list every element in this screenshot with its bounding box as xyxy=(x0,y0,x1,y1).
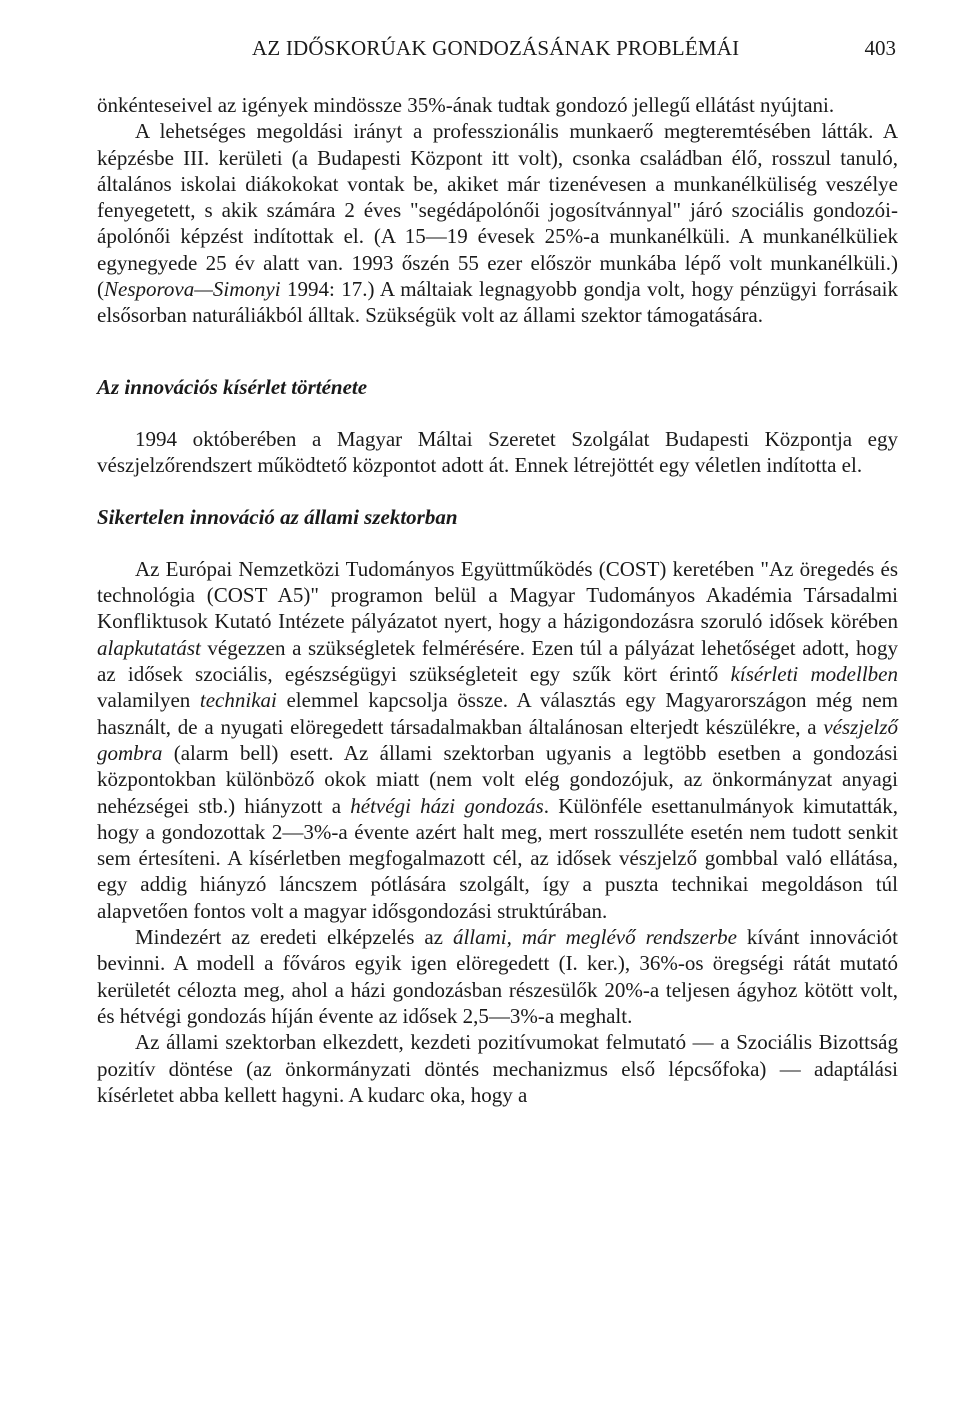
paragraph-state-text-a: Mindezért az eredeti elképzelés az xyxy=(135,925,453,950)
running-title: AZ IDŐSKORÚAK GONDOZÁSÁNAK PROBLÉMÁI xyxy=(252,36,740,60)
paragraph-training xyxy=(97,118,898,328)
emphasis-technical: technikai xyxy=(199,688,277,713)
emphasis-basic-research: alapkutatást xyxy=(97,635,201,660)
paragraph-cost-text-f: . Különféle esettanulmányok kimutatták, hogy a gondozottak 2—3%-a évente azért halt meg, mert rosszulléte esetén nem tudott senkit sem értesíteni. A kísérletben megfogalmazott cél, az idősek vészjelző gombbal való ellátása, egy addig hiányzó láncszem pótlására szolgált, így a puszta technikai megoldáson túl alapvetően fontos volt a magyar idősgondozási struktúrában. xyxy=(97,793,898,923)
running-header xyxy=(97,30,898,66)
paragraph-failure: Az állami szektorban elkezdett, kezdeti pozitívumokat felmutató — a Szociális Bizottság pozitív döntése (az önkormányzati döntés mechanizmus első lépcsőfoka) — adaptálási kísérletet abba kellett hagyni. A kudarc oka, hogy a xyxy=(97,1030,898,1107)
paragraph-state-system xyxy=(97,924,898,1029)
body-text xyxy=(97,92,898,1108)
emphasis-weekend-care: hétvégi házi gondozás xyxy=(350,793,544,818)
paragraph-cost-text-d: elemmel kapcsolja össze. A választás egy Magyarországon még nem használt, de a nyugati elöregedett társadalmakban általánosan elterjedt készülékre, a xyxy=(97,688,898,739)
paragraph-cost-text-b: végezzen a szükségletek felmérésére. Ezen túl a pályázat lehetőséget adott, hogy az idősek szociális, egészségügyi szükségleteit egy szűk kört érintő xyxy=(97,635,898,687)
paragraph-innovation-start: 1994 októberében a Magyar Máltai Szeretet Szolgálat Budapesti Központja egy vészjelzőrendszert működtető központot adott át. Ennek létrejöttét egy véletlen indította el. xyxy=(97,426,898,478)
paragraph-training-text-a: A lehetséges megoldási irányt a professzionális munkaerő megteremtésében látták. A képzésbe III. kerületi (a Budapesti Központ itt volt), csonka családban élő, rosszul tanuló, általános iskolai diákokokat vontak be, akiket már tizenévesen a munkanélküliség veszélye fenyegetett, s akik számára 2 éves "segédápolónői jogosítvánnyal" járó szociális gondozói-ápolónői képzést indítottak el. (A 15—19 évesek 25%-a munkanélküli. A munkanélküliek egynegyede 25 év alatt van. 1993 őszén 55 ezer először munkába lépő volt munkanélküli.) ( xyxy=(97,119,898,302)
citation-nesporova-simonyi: Nesporova—Simonyi xyxy=(104,277,281,302)
emphasis-experimental-model: kísérleti modellben xyxy=(730,662,898,687)
paragraph-training-text-b: 1994: 17.) A máltaiak legnagyobb gondja volt, hogy pénzügyi forrásaik elsősorban naturáliákból álltak. Szükségük volt az állami szektor támogatására. xyxy=(97,277,898,328)
paragraph-state-text-b: kívánt innovációt bevinni. A modell a főváros egyik igen elöregedett (I. ker.), 36%-os öregségi rátát mutató kerületét célozta meg, ahol a házi gondozásban részesülők 20%-a teljesen ágyhoz kötött volt, és hétvégi gondozás híján évente az idősek 2,5—3%-a meghalt. xyxy=(97,925,899,1028)
paragraph-continuation: önkénteseivel az igények mindössze 35%-ának tudtak gondozó jellegű ellátást nyújtani. xyxy=(97,93,835,117)
page-number: 403 xyxy=(864,36,896,60)
paragraph-cost-text-a: Az Európai Nemzetközi Tudományos Együttműködés (COST) keretében "Az öregedés és technológia (COST A5)" programon belül a Magyar Tudományos Akadémia Társadalmi Konfliktusok Kutató Intézete pályázatot nyert, hogy a házigondozásra szoruló idősek körében xyxy=(97,556,898,634)
paragraph-cost-program xyxy=(97,556,898,924)
section-heading-innovation-history: Az innovációs kísérlet története xyxy=(97,374,368,399)
section-heading-failed-innovation: Sikertelen innováció az állami szektorban xyxy=(97,504,458,529)
emphasis-existing-system: állami, már meglévő rendszerbe xyxy=(452,925,737,950)
book-page xyxy=(97,30,898,1108)
paragraph-cost-text-c: valamilyen xyxy=(97,688,200,713)
emphasis-alarm-button: vészjelző gombra xyxy=(97,714,898,765)
paragraph-cost-text-e: (alarm bell) esett. Az állami szektorban ugyanis a legtöbb esetben a gondozási központokban különböző okok miatt (nem volt elég gondozójuk, az önkormányzat anyagi nehézségei stb.) hiányzott a xyxy=(97,740,898,818)
